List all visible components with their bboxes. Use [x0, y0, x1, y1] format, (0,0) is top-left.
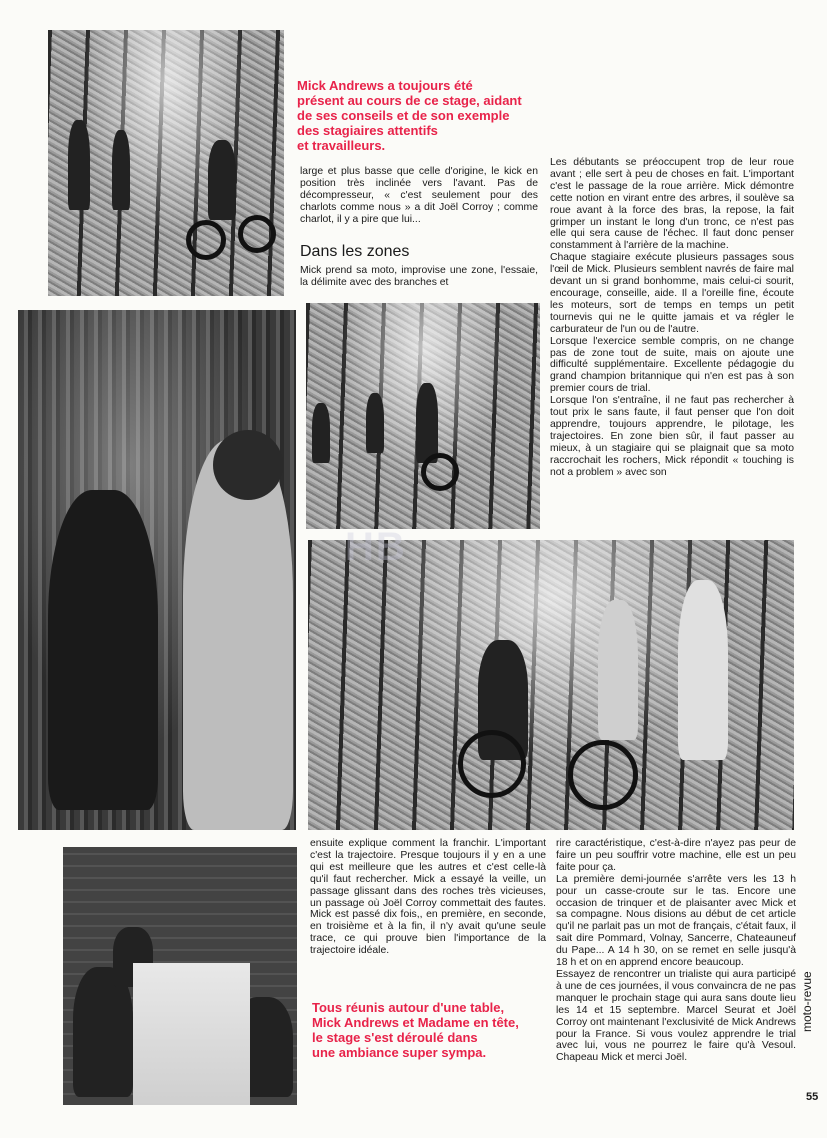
- paragraph: Les débutants se préoccupent trop de leur roue avant ; elle sert à peu de choses en fait. L'important c'est le passage de la roue arrière. Mick démontre cette notion en virant entre des arbres, il soulève sa roue avant à la force des bras, la repose, la fait grimper un instant le long d'un tronc, ce n'est pas elle qui sera cause de l'échec. Il faut donc penser constamment à l'arrière de la machine.: [550, 157, 794, 252]
- paragraph: Lorsque l'on s'entraîne, il ne faut pas rechercher à tout prix le sans faute, il faut penser que l'on doit apprendre, toujours apprendre, le pilotage, les trajectoires. En zone bien sûr, il faut passer au mieux, à un stagiaire qui se plaignait que sa moto raccrochait les rochers, Mick répondit « touching is not a problem » avec son: [550, 395, 794, 478]
- section-heading: Dans les zones: [300, 243, 410, 260]
- caption-bottom-line: Tous réunis autour d'une table,: [312, 1000, 505, 1015]
- paragraph: large et plus basse que celle d'origine, le kick en position très inclinée vers l'avant. Pas de décompresseur, « c'est seulement pour des charlots comme nous » a dit Joël Corroy ; comme charlot, il y a pire que lui...: [300, 166, 538, 225]
- paragraph: rire caractéristique, c'est-à-dire n'ayez pas peur de faire un peu souffrir votre machine, elle est un peu faite pour ça.: [556, 838, 796, 873]
- caption-bottom-line: Mick Andrews et Madame en tête,: [312, 1015, 519, 1030]
- caption-top-line: présent au cours de ce stage, aidant: [297, 93, 522, 108]
- article-col-mid-bottom: [310, 838, 546, 957]
- paragraph: La première demi-journée s'arrête vers les 13 h pour un casse-croute sur le tas. Encore une occasion de trinquer et de plaisanter avec Mick et sa compagne. Nous disions au début de cet article qu'il ne parlait pas un mot de français, c'était faux, il sait dire Pommard, Volnay, Sancerre, Chateauneuf du Pape... A 14 h 30, on se remet en selle jusqu'à 18 h et on en apprend encore beaucoup.: [556, 873, 796, 969]
- photo-zone-riders-forest: [308, 540, 794, 830]
- caption-bottom: [312, 1000, 552, 1060]
- paragraph: Mick prend sa moto, improvise une zone, l'essaie, la délimite avec des branches et: [300, 265, 538, 288]
- magazine-name: moto-revue: [800, 971, 814, 1032]
- article-col-mid-zones: [300, 265, 538, 289]
- paragraph: Lorsque l'exercice semble compris, on ne change pas de zone tout de suite, mais on ajoute une difficulté supplémentaire. Excellente pédagogie du grand champion britannique qui n'en est pas à son premier cours de trial.: [550, 335, 794, 395]
- photo-top-left-riders: [48, 30, 284, 296]
- paragraph: Chaque stagiaire exécute plusieurs passages sous l'œil de Mick. Plusieurs semblent navrés de faire mal devant un si grand bonhomme, mais celui-ci sourit, encourage, conseille, aide. Il a l'oreille fine, écoute les moteurs, sort de temps en temps un petit tournevis qui ne le quitte jamais et va régler le carburateur de l'un ou de l'autre.: [550, 252, 794, 335]
- article-col-right-top: [550, 157, 794, 478]
- caption-top: [297, 78, 542, 153]
- article-col-right-bottom: [556, 838, 796, 1064]
- caption-top-line: des stagiaires attentifs: [297, 123, 438, 138]
- photo-dinner-table: [63, 847, 297, 1105]
- photo-zone-trees: [306, 303, 540, 529]
- article-col-mid-top: [300, 166, 538, 226]
- page-number: 55: [806, 1091, 819, 1103]
- caption-top-line: et travailleurs.: [297, 138, 386, 153]
- caption-top-line: de ses conseils et de son exemple: [297, 108, 510, 123]
- caption-bottom-line: une ambiance super sympa.: [312, 1045, 487, 1060]
- photo-mick-andrews-closeup: [18, 310, 296, 830]
- caption-top-line: Mick Andrews a toujours été: [297, 78, 473, 93]
- caption-bottom-line: le stage s'est déroulé dans: [312, 1030, 478, 1045]
- watermark: HB: [345, 525, 407, 569]
- paragraph: ensuite explique comment la franchir. L'important c'est la trajectoire. Presque toujours il y en a une qui est meilleure que les autres et c'est celle-là qu'il faut rechercher. Mick a essayé la veille, un passage glissant dans des roches très vicieuses, un passage où Joël Corroy commettait des fautes. Mick est passé dix fois,, en première, en seconde, en troisième et à la fin, il n'y avait qu'une seule trace, ce qui prouve bien l'importance de la trajectoire idéale.: [310, 838, 546, 957]
- paragraph: Essayez de rencontrer un trialiste qui aura participé à une de ces journées, il vous convaincra de ne pas manquer le prochain stage qui aura sans doute lieu les 14 et 15 septembre. Marcel Seurat et Joël Corroy ont maintenant l'exclusivité de Mick Andrews pour la France. Si vous voulez apprendre le trial avec lui, vous ne pourrez le faire qu'à Vesoul. Chapeau Mick et merci Joël.: [556, 968, 796, 1064]
